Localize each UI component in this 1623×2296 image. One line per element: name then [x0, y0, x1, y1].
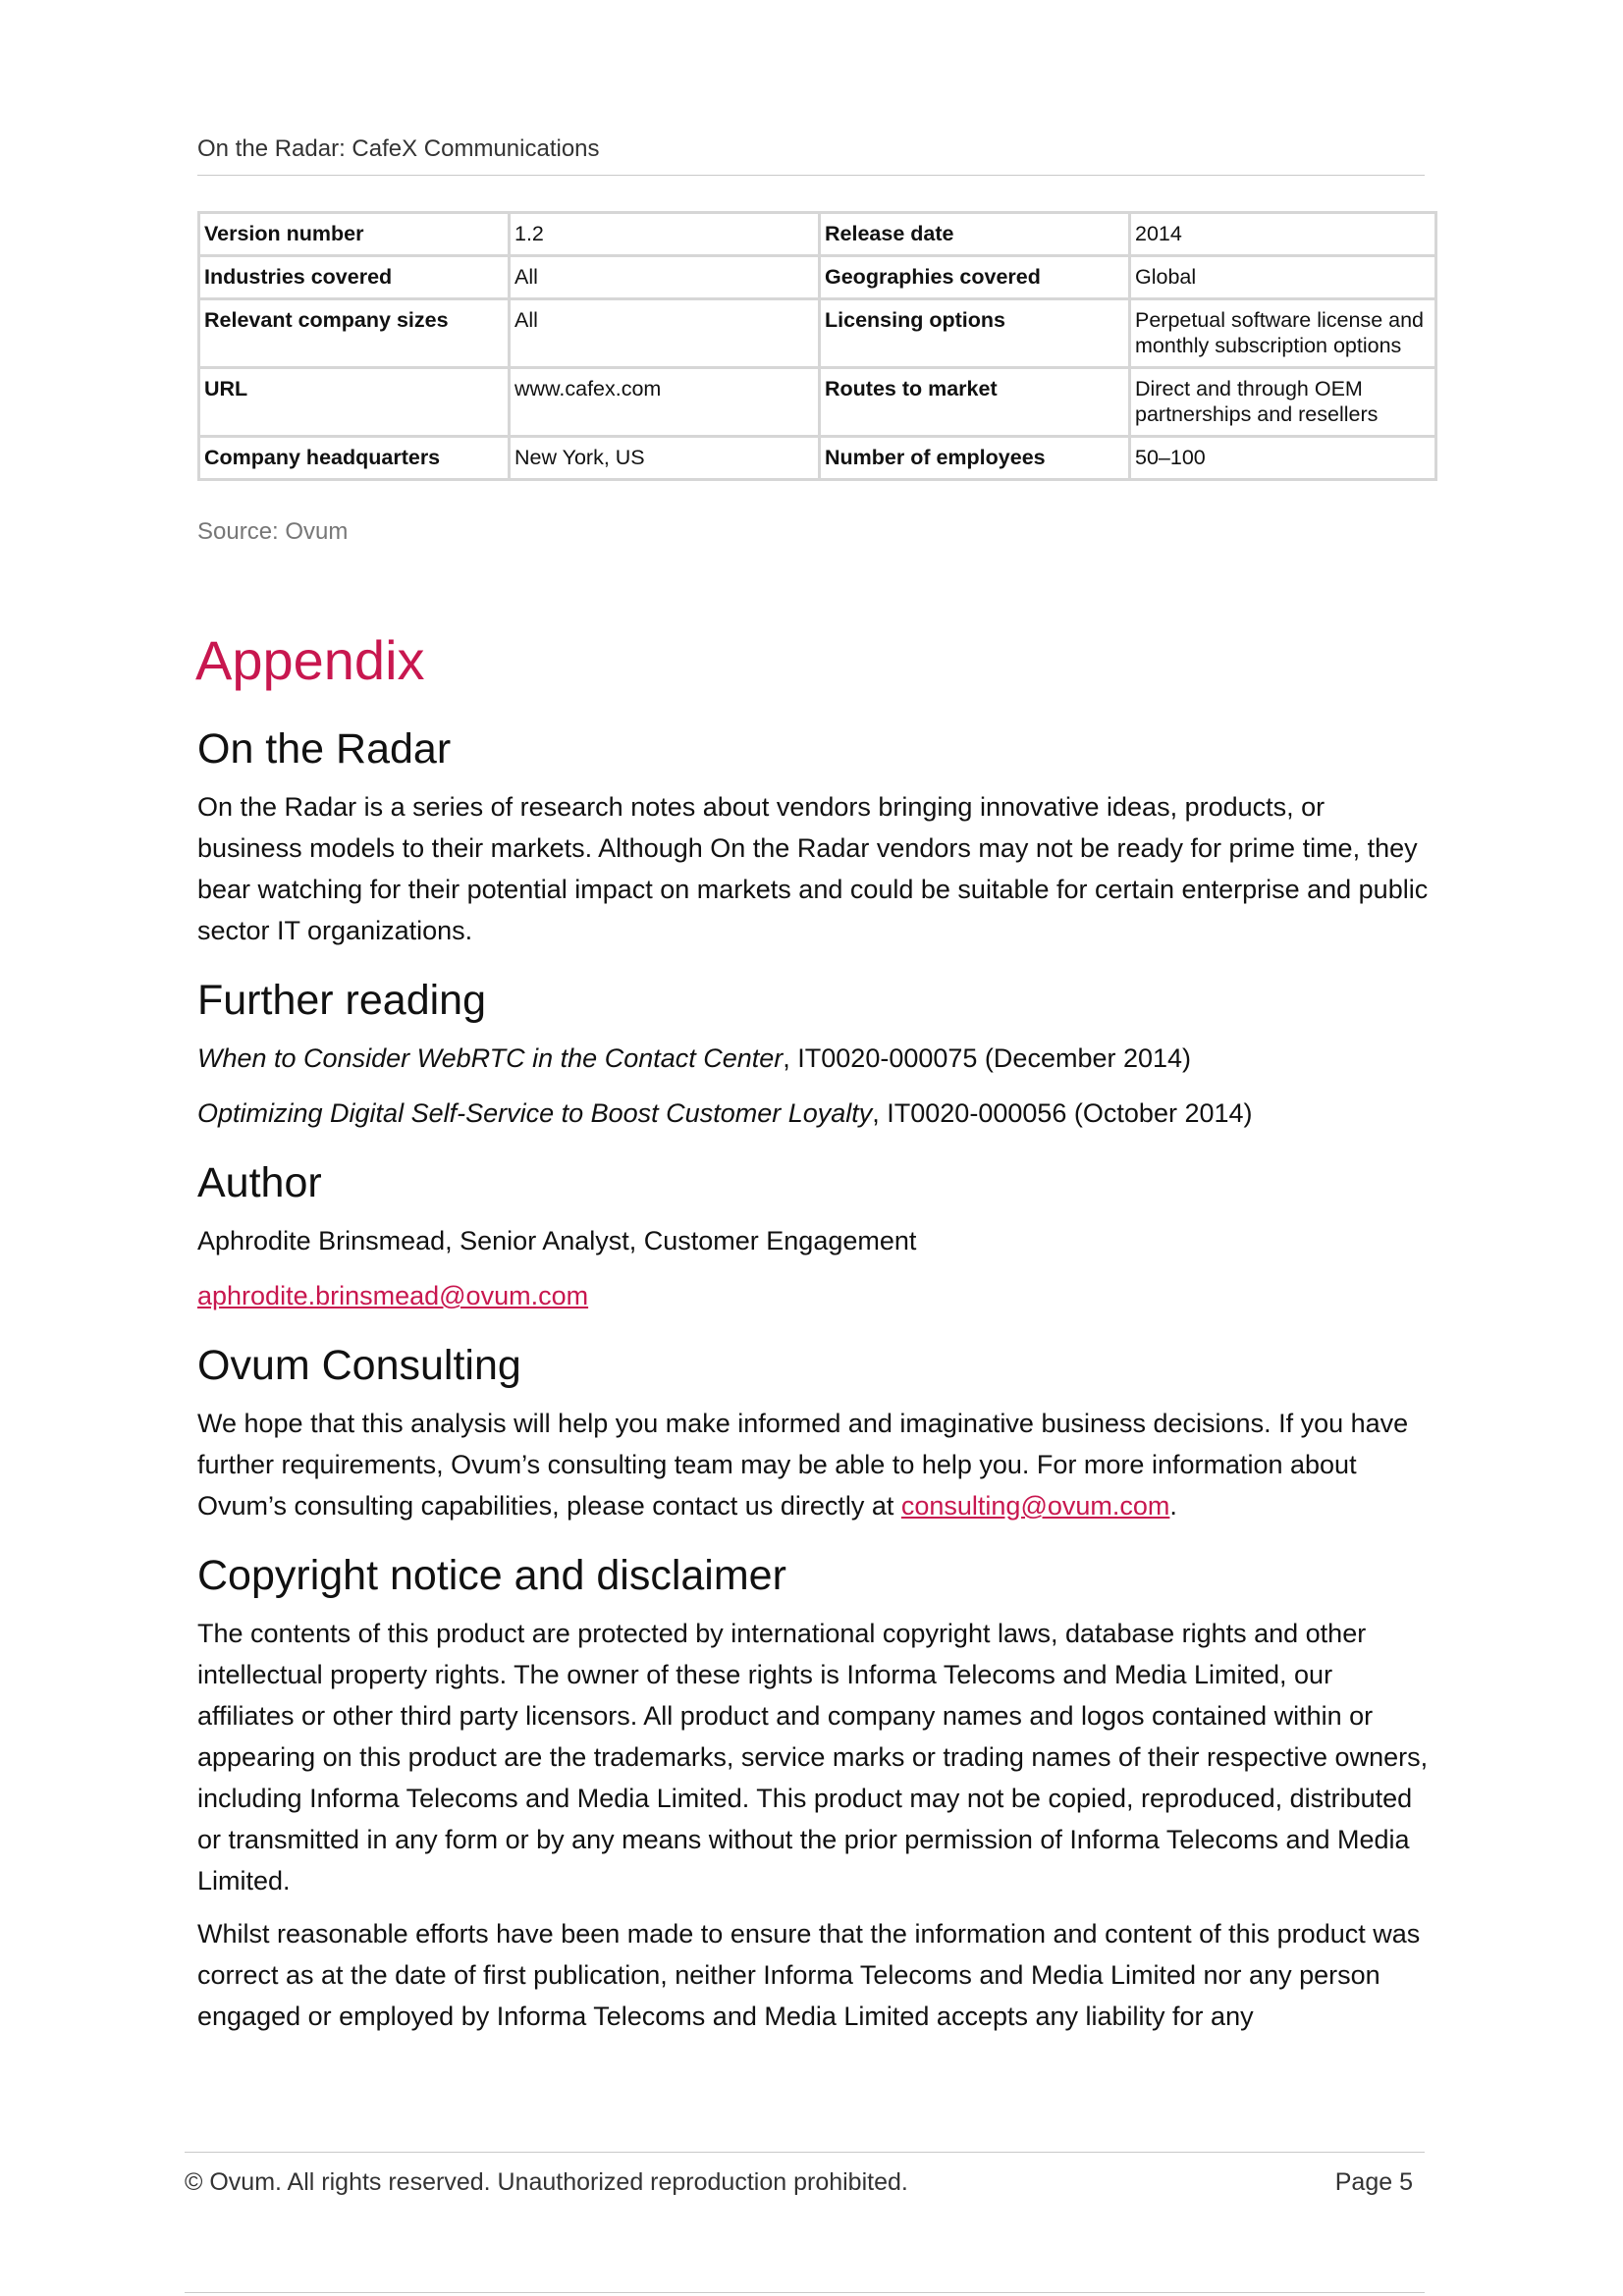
appendix-title: Appendix: [195, 629, 425, 691]
table-value-cell: 50–100: [1130, 437, 1436, 480]
table-row: [199, 256, 1436, 299]
table-value-cell: All: [510, 299, 820, 368]
appendix-body: [197, 721, 1434, 2058]
footer-copyright: © Ovum. All rights reserved. Unauthorized reproduction prohibited.: [185, 2168, 908, 2196]
facts-table: [197, 211, 1437, 481]
paragraph: The contents of this product are protected by international copyright laws, database rights and other intellectual property rights. The owner of these rights is Informa Telecoms and Media Limited, our affiliates or other third party licensors. All product and company names and logos contained within or appearing on this product are the trademarks, service marks or trading names of their respective owners, including Informa Telecoms and Media Limited. This product may not be copied, reproduced, distributed or transmitted in any form or by any means without the prior permission of Informa Telecoms and Media Limited.: [197, 1619, 1429, 1896]
table-value-cell: 2014: [1130, 213, 1436, 256]
table-label-cell: Release date: [820, 213, 1130, 256]
table-label-cell: Version number: [199, 213, 510, 256]
table-label-cell: Industries covered: [199, 256, 510, 299]
section-heading: Ovum Consulting: [197, 1342, 521, 1389]
paragraph: [197, 1403, 1434, 1526]
consulting-text-end: .: [1169, 1491, 1177, 1521]
author-name: Aphrodite Brinsmead, Senior Analyst, Customer Engagement: [197, 1226, 917, 1255]
reading-title: When to Consider WebRTC in the Contact Center: [197, 1043, 784, 1073]
reading-item: [197, 1038, 1434, 1079]
table-value-cell: Perpetual software license and monthly subscription options: [1130, 299, 1436, 368]
paragraph: Whilst reasonable efforts have been made to ensure that the information and content of this product was correct as at the date of first publication, neither Informa Telecoms and Media Limited nor any person engaged or employed by Informa Telecoms and Media Limited accepts any liability for any: [197, 1919, 1421, 2031]
table-value-cell: New York, US: [510, 437, 820, 480]
table-row: [199, 299, 1436, 368]
bottom-divider: [185, 2292, 1425, 2293]
table-label-cell: Number of employees: [820, 437, 1130, 480]
reading-detail: , IT0020-000075 (December 2014): [783, 1043, 1192, 1073]
section-heading: Author: [197, 1159, 322, 1206]
table-value-cell: www.cafex.com: [510, 368, 820, 437]
table-label-cell: Company headquarters: [199, 437, 510, 480]
table-value-cell: Global: [1130, 256, 1436, 299]
table-row: [199, 213, 1436, 256]
table-value-cell: 1.2: [510, 213, 820, 256]
table-source-note: Source: Ovum: [197, 518, 349, 545]
table-label-cell: Relevant company sizes: [199, 299, 510, 368]
author-email-link[interactable]: aphrodite.brinsmead@ovum.com: [197, 1281, 589, 1310]
running-header: On the Radar: CafeX Communications: [197, 135, 1425, 176]
author-email-line: [197, 1275, 1434, 1316]
table-row: [199, 368, 1436, 437]
section-copyright: [197, 1548, 1434, 2037]
table-value-cell: Direct and through OEM partnerships and resellers: [1130, 368, 1436, 437]
table-label-cell: URL: [199, 368, 510, 437]
page-number: Page 5: [1334, 2168, 1413, 2196]
table-label-cell: Routes to market: [820, 368, 1130, 437]
section-heading: On the Radar: [197, 725, 452, 773]
table-value-cell: All: [510, 256, 820, 299]
section-further-reading: [197, 973, 1434, 1134]
table-label-cell: Geographies covered: [820, 256, 1130, 299]
page-footer: [185, 2152, 1425, 2197]
table-label-cell: Licensing options: [820, 299, 1130, 368]
section-heading: Further reading: [197, 977, 486, 1024]
section-heading: Copyright notice and disclaimer: [197, 1552, 786, 1599]
paragraph: On the Radar is a series of research notes about vendors bringing innovative ideas, products, or business models to their markets. Although On the Radar vendors may not be ready for prime time, they bear watching for their potential impact on markets and could be suitable for certain enterprise and public sector IT organizations.: [197, 792, 1429, 945]
section-consulting: [197, 1338, 1434, 1526]
reading-item: [197, 1093, 1434, 1134]
consulting-email-link[interactable]: consulting@ovum.com: [900, 1491, 1170, 1521]
table-row: [199, 437, 1436, 480]
consulting-text: We hope that this analysis will help you make informed and imaginative business decisions. If you have further requirements, Ovum’s consulting team may be able to help you. For more information about Ovum’s consulting capabilities, please contact us directly at: [197, 1409, 1409, 1521]
reading-title: Optimizing Digital Self-Service to Boost Customer Loyalty: [197, 1098, 873, 1128]
section-on-the-radar: [197, 721, 1434, 951]
reading-detail: , IT0020-000056 (October 2014): [872, 1098, 1253, 1128]
section-author: [197, 1155, 1434, 1316]
